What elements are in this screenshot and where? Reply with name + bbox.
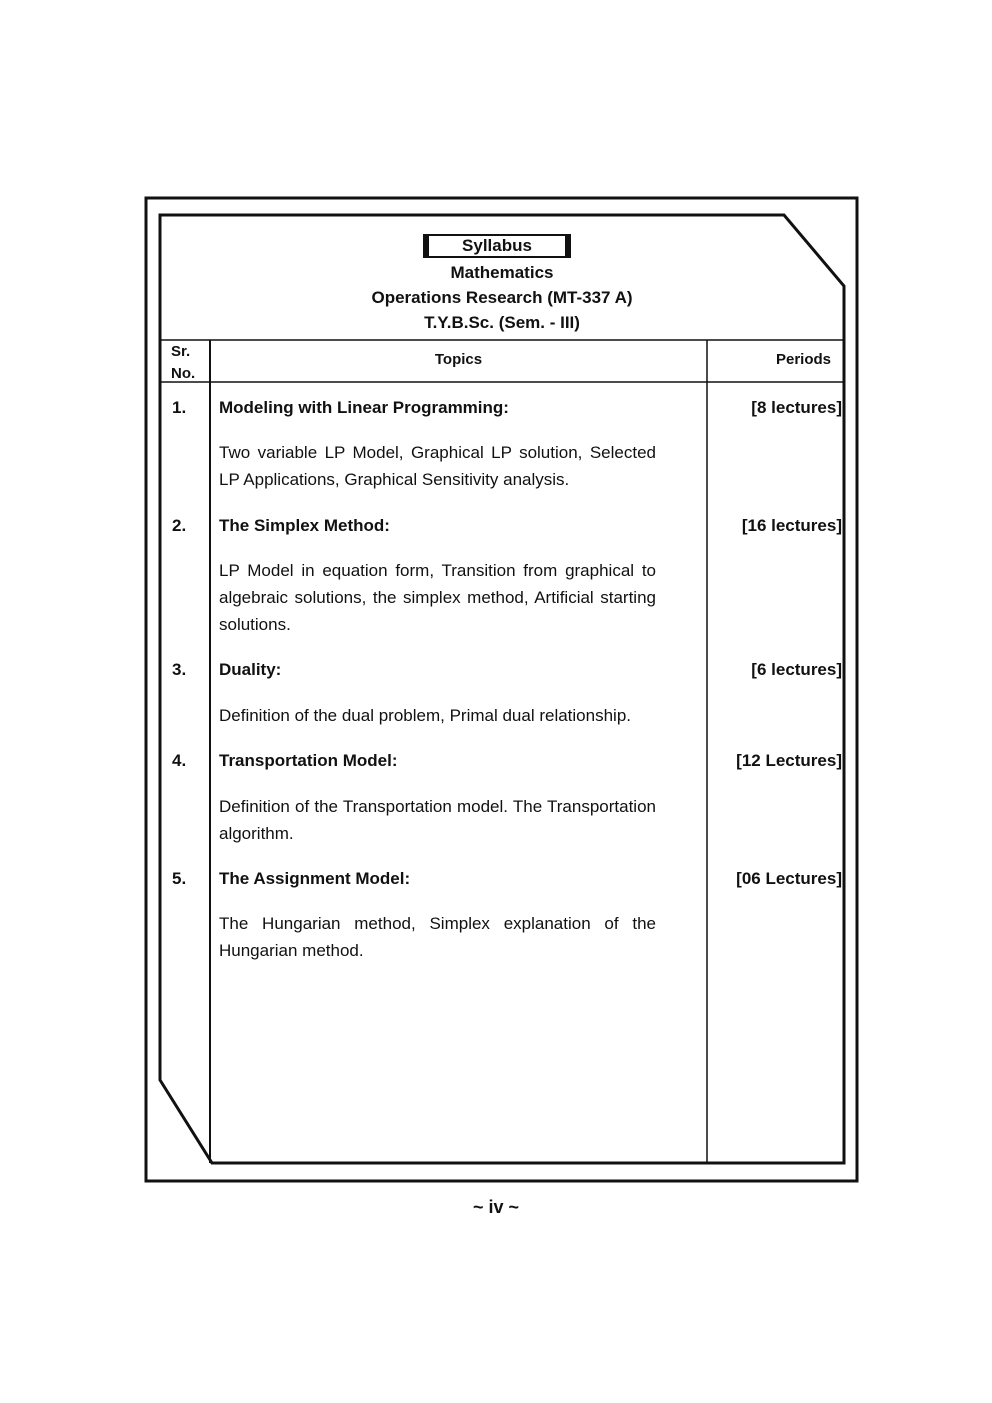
subject-title: Mathematics	[450, 263, 554, 282]
row-number: 1.	[172, 398, 187, 417]
row-number: 5.	[172, 869, 187, 888]
topic-title: Duality:	[219, 660, 282, 679]
topic-description: LP Model in equation form, Transition from graphical to algebraic solutions, the simplex method, Artificial starting solutions.	[219, 561, 656, 634]
row-number: 4.	[172, 751, 187, 770]
topic-periods: [12 Lectures]	[736, 751, 842, 770]
topic-title: Modeling with Linear Programming:	[219, 398, 509, 417]
topic-periods: [6 lectures]	[751, 660, 842, 679]
class-title: T.Y.B.Sc. (Sem. - III)	[424, 313, 580, 332]
column-header-topics: Topics	[434, 351, 483, 368]
topic-periods: [06 Lectures]	[736, 869, 842, 888]
topic-description: Definition of the dual problem, Primal dual relationship.	[219, 706, 632, 725]
topic-title: Transportation Model:	[219, 751, 398, 770]
page-number: ~ iv ~	[472, 1197, 520, 1217]
topic-description: The Hungarian method, Simplex explanation of the Hungarian method.	[219, 914, 656, 960]
column-header-periods: Periods	[775, 351, 831, 368]
topic-periods: [8 lectures]	[751, 398, 842, 417]
topic-description: Definition of the Transportation model. The Transportation algorithm.	[219, 797, 656, 843]
topic-title: The Simplex Method:	[219, 516, 390, 535]
syllabus-badge: Syllabus	[423, 234, 571, 258]
row-number: 2.	[172, 516, 187, 535]
topic-periods: [16 lectures]	[741, 516, 842, 535]
column-header-sr-no: Sr. No.	[171, 343, 196, 382]
row-number: 3.	[172, 660, 187, 679]
outer-border	[146, 198, 857, 1181]
topic-title: The Assignment Model:	[219, 869, 411, 888]
course-title: Operations Research (MT-337 A)	[371, 288, 633, 307]
topic-description: Two variable LP Model, Graphical LP solution, Selected LP Applications, Graphical Sensitivity analysis.	[219, 443, 656, 489]
